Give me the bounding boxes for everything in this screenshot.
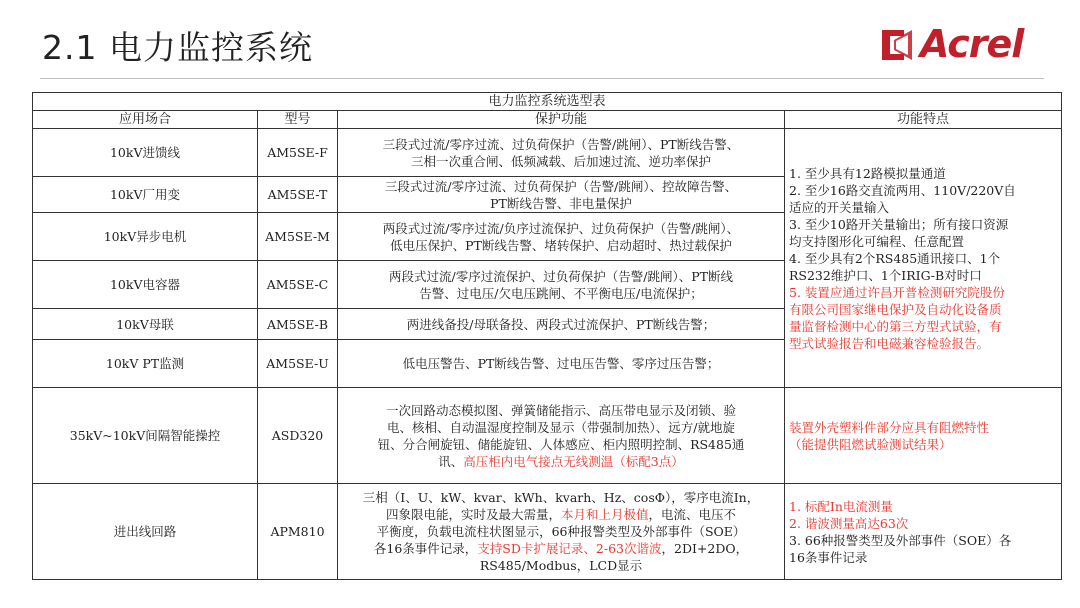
acrel-logo-text: Acrel	[920, 22, 1024, 66]
protection-text: 各16条事件记录，	[373, 541, 478, 556]
header-protection: 保护功能	[338, 111, 785, 129]
cell-application: 35kV~10kV间隔智能操控	[33, 388, 258, 484]
protection-line: 两段式过流/零序过流保护、过负荷保护（告警/跳闸）、PT断线	[389, 268, 733, 284]
cell-protection	[338, 484, 785, 580]
protection-text: ，电流、电压不	[648, 507, 737, 522]
protection-text-highlight: 支持SD卡扩展记录	[477, 541, 584, 556]
feature-line: 3. 66种报警类型及外部事件（SOE）各	[789, 532, 1012, 548]
table-row	[33, 388, 1062, 484]
protection-text-highlight: 、	[583, 541, 596, 556]
protection-line: 平衡度，负载电流柱状图显示，66种报警类型及外部事件（SOE）	[376, 524, 746, 539]
cell-application: 10kV异步电机	[33, 213, 258, 261]
table-caption: 电力监控系统选型表	[33, 93, 1062, 111]
feature-line-highlight: 2. 谐波测量高达63次	[789, 515, 909, 531]
cell-application: 10kV厂用变	[33, 177, 258, 213]
feature-line: 16条事件记录	[789, 549, 868, 565]
cell-asd-features	[785, 388, 1062, 484]
feature-line: 适应的开关量输入	[789, 199, 890, 215]
protection-text: 讯、	[438, 453, 464, 469]
feature-line: RS232维护口、1个IRIG-B对时口	[789, 267, 982, 283]
protection-line: 三相（I、U、kW、kvar、kWh、kvarh、Hz、cosΦ），零序电流In，	[362, 490, 760, 505]
protection-line: 三相一次重合闸、低频减载、后加速过流、逆功率保护	[410, 153, 711, 169]
cell-protection	[338, 261, 785, 309]
cell-application: 进出线回路	[33, 484, 258, 580]
cell-protection	[338, 340, 785, 388]
feature-line: 3. 至少10路开关量输出；所有接口资源	[789, 216, 1009, 232]
protection-line: PT断线告警、非电量保护	[490, 195, 632, 211]
protection-line: 告警、过电压/欠电压跳闸、不平衡电压/电流保护；	[419, 285, 703, 301]
feature-line-highlight: 1. 标配In电流测量	[789, 498, 893, 514]
protection-line: 钮、分合闸旋钮、储能旋钮、人体感应、柜内照明控制、RS485通	[377, 436, 745, 452]
protection-line: 两进线备投/母联备投、两段式过流保护、PT断线告警；	[406, 316, 716, 332]
protection-line: 两段式过流/零序过流/负序过流保护、过负荷保护（告警/跳闸）、	[382, 220, 740, 236]
feature-line-highlight: 有限公司国家继电保护及自动化设备质	[789, 301, 1002, 317]
protection-line	[342, 506, 780, 523]
feature-line-highlight: 5. 装置应通过许昌开普检测研究院股份	[789, 284, 1005, 300]
cell-application: 10kV进馈线	[33, 129, 258, 177]
cell-model: AM5SE-M	[258, 213, 338, 261]
feature-line: 1. 至少具有12路模拟量通道	[789, 165, 946, 181]
protection-text-highlight: 2-63次谐波	[595, 541, 662, 556]
protection-text: 四象限电能，实时及最大需量，	[385, 507, 561, 522]
table-row	[33, 129, 1062, 177]
cell-model: AM5SE-C	[258, 261, 338, 309]
protection-line: 低电压保护、PT断线告警、堵转保护、启动超时、热过载保护	[390, 237, 732, 253]
cell-application: 10kV电容器	[33, 261, 258, 309]
cell-model: ASD320	[258, 388, 338, 484]
protection-line	[342, 540, 780, 557]
acrel-logo	[880, 22, 1023, 66]
acrel-logo-mark-icon	[880, 26, 914, 62]
cell-model: AM5SE-F	[258, 129, 338, 177]
selection-table	[32, 92, 1062, 580]
page-title: 2.1 电力监控系统	[42, 28, 313, 67]
protection-line: RS485/Modbus，LCD显示	[479, 558, 643, 573]
cell-apm-features	[785, 484, 1062, 580]
protection-text-highlight: 本月和上月极值	[560, 507, 649, 522]
header-application: 应用场合	[33, 111, 258, 129]
header-model: 型号	[258, 111, 338, 129]
cell-application: 10kV PT监测	[33, 340, 258, 388]
cell-application: 10kV母联	[33, 309, 258, 340]
cell-model: APM810	[258, 484, 338, 580]
protection-text-highlight: 高压柜内电气接点无线测温（标配3点）	[463, 453, 684, 469]
cell-protection	[338, 213, 785, 261]
protection-line: 电、核相、自动温湿度控制及显示（带强制加热）、远方/就地旋	[387, 419, 735, 435]
cell-protection	[338, 129, 785, 177]
protection-line	[342, 453, 780, 470]
cell-protection	[338, 177, 785, 213]
cell-model: AM5SE-T	[258, 177, 338, 213]
cell-am5se-features	[785, 129, 1062, 388]
cell-protection	[338, 309, 785, 340]
feature-line: 4. 至少具有2个RS485通讯接口、1个	[789, 250, 1001, 266]
feature-line: 2. 至少16路交直流两用、110V/220V自	[789, 182, 1016, 198]
cell-model: AM5SE-B	[258, 309, 338, 340]
title-divider	[40, 78, 1044, 79]
table-row	[33, 484, 1062, 580]
protection-line: 三段式过流/零序过流、过负荷保护（告警/跳闸）、控故障告警、	[384, 178, 738, 194]
protection-line: 一次回路动态模拟图、弹簧储能指示、高压带电显示及闭锁、验	[385, 402, 736, 418]
protection-text: ，2DI+2DO，	[661, 541, 749, 556]
protection-line: 三段式过流/零序过流、过负荷保护（告警/跳闸）、PT断线告警、	[382, 136, 740, 152]
cell-model: AM5SE-U	[258, 340, 338, 388]
header-features: 功能特点	[785, 111, 1062, 129]
feature-line: 均支持图形化可编程、任意配置	[789, 233, 965, 249]
feature-line-highlight: 型式试验报告和电磁兼容检验报告。	[789, 335, 990, 351]
cell-protection	[338, 388, 785, 484]
feature-line-highlight: （能提供阻燃试验测试结果）	[789, 436, 952, 452]
protection-line: 低电压警告、PT断线告警、过电压告警、零序过压告警；	[402, 356, 720, 371]
feature-line-highlight: 量监督检测中心的第三方型式试验，有	[789, 318, 1002, 334]
feature-line-highlight: 装置外壳塑料件部分应具有阻燃特性	[789, 419, 990, 435]
